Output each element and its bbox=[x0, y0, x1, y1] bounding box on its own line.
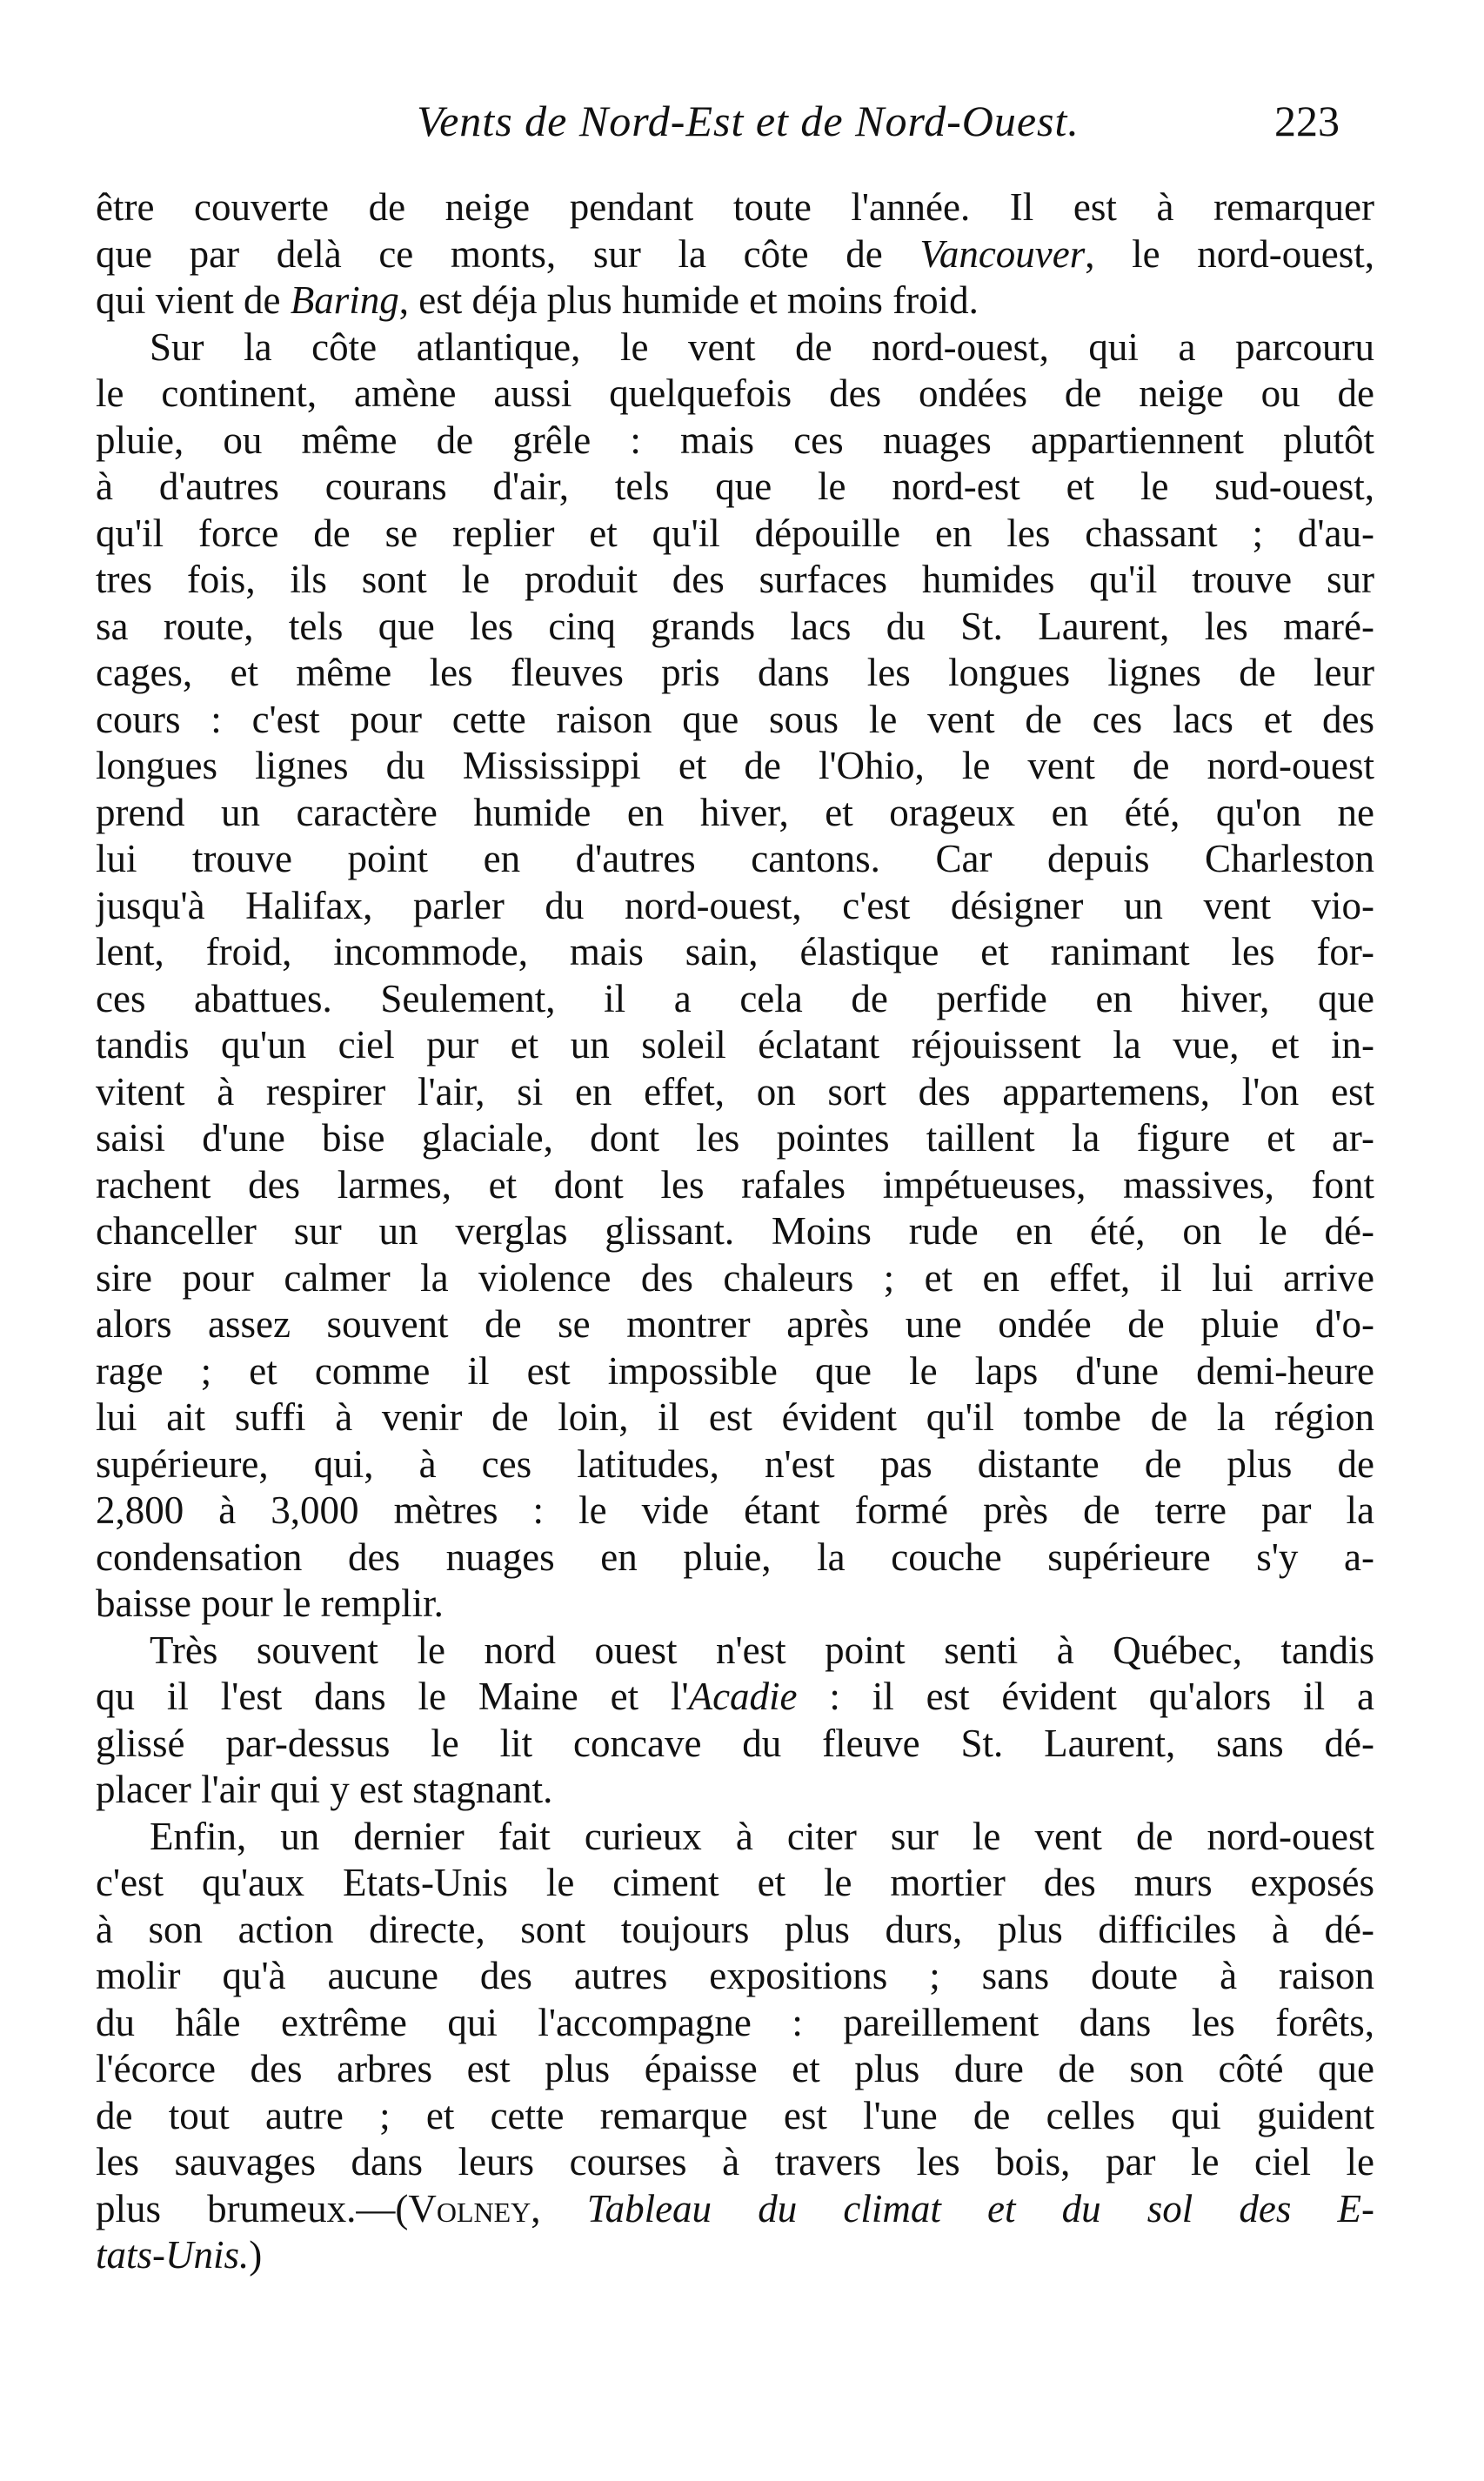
text-segment: alors assez souvent de se montrer après une ondée de pluie d'o- bbox=[96, 1302, 1374, 1346]
text-segment: sire pour calmer la violence des chaleurs ; et en effet, il lui arrive bbox=[96, 1255, 1374, 1300]
text-segment: à son action directe, sont toujours plus durs, plus difficiles à dé- bbox=[96, 1907, 1374, 1951]
text-line bbox=[96, 976, 1374, 1023]
italic-text: Acadie bbox=[688, 1675, 798, 1718]
text-line bbox=[96, 929, 1374, 976]
text-line bbox=[96, 2232, 1374, 2279]
text-line bbox=[96, 1488, 1374, 1535]
text-line bbox=[96, 1255, 1374, 1302]
text-line bbox=[96, 1581, 1374, 1628]
text-segment: tandis qu'un ciel pur et un soleil éclatant réjouissent la vue, et in- bbox=[96, 1023, 1374, 1067]
text-segment: du hâle extrême qui l'accompagne : pareillement dans les forêts, bbox=[96, 2000, 1374, 2044]
text-line bbox=[96, 650, 1374, 697]
text-segment: , est déja plus humide et moins froid. bbox=[398, 278, 979, 322]
text-line bbox=[96, 324, 1374, 371]
text-segment: sa route, tels que les cinq grands lacs du St. Laurent, les maré- bbox=[96, 604, 1374, 648]
text-line bbox=[96, 184, 1374, 231]
text-segment: ) bbox=[249, 2233, 263, 2277]
running-title: Vents de Nord-Est et de Nord-Ouest. bbox=[417, 97, 1080, 145]
text-line bbox=[96, 231, 1374, 278]
text-line bbox=[96, 2139, 1374, 2186]
text-segment: qu'il force de se replier et qu'il dépouille en les chassant ; d'au- bbox=[96, 511, 1374, 555]
text-line bbox=[96, 604, 1374, 651]
text-line bbox=[96, 1907, 1374, 1954]
text-line bbox=[96, 1348, 1374, 1395]
text-line bbox=[96, 278, 1374, 324]
text-line bbox=[96, 883, 1374, 930]
page-header bbox=[96, 96, 1366, 157]
text-segment: , le nord-ouest, bbox=[1085, 231, 1374, 276]
text-segment: que par delà ce monts, sur la côte de bbox=[96, 231, 920, 276]
text-segment: jusqu'à Halifax, parler du nord-ouest, c'est désigner un vent vio- bbox=[96, 883, 1374, 927]
text-segment: longues lignes du Mississippi et de l'Ohio, le vent de nord-ouest bbox=[96, 744, 1374, 787]
text-segment: rage ; et comme il est impossible que le laps d'une demi-heure bbox=[96, 1348, 1374, 1393]
text-line bbox=[96, 1953, 1374, 2000]
text-line bbox=[96, 2186, 1374, 2233]
text-segment: vitent à respirer l'air, si en effet, on sort des appartemens, l'on est bbox=[96, 1069, 1374, 1113]
italic-text: Vancouver bbox=[919, 231, 1086, 276]
text-segment: placer l'air qui y est stagnant. bbox=[96, 1768, 553, 1811]
text-segment: lui trouve point en d'autres cantons. Car depuis Charleston bbox=[96, 837, 1374, 880]
text-segment: rachent des larmes, et dont les rafales impétueuses, massives, font bbox=[96, 1162, 1374, 1207]
text-segment: tres fois, ils sont le produit des surfaces humides qu'il trouve sur bbox=[96, 558, 1374, 601]
italic-text: Tableau du climat et du sol des E- bbox=[586, 2186, 1374, 2230]
text-segment: Enfin, un dernier fait curieux à citer sur le vent de nord-ouest bbox=[150, 1814, 1374, 1858]
text-line bbox=[96, 1301, 1374, 1348]
italic-text: tats-Unis. bbox=[96, 2233, 250, 2277]
text-segment: ces abattues. Seulement, il a cela de perfide en hiver, que bbox=[96, 976, 1374, 1020]
text-segment: , bbox=[531, 2186, 587, 2230]
text-line bbox=[96, 697, 1374, 744]
text-line bbox=[96, 2093, 1374, 2140]
text-segment: glissé par-dessus le lit concave du fleuve St. Laurent, sans dé- bbox=[96, 1721, 1374, 1765]
text-segment: saisi d'une bise glaciale, dont les pointes taillent la figure et ar- bbox=[96, 1116, 1374, 1160]
text-line bbox=[96, 1674, 1374, 1721]
text-segment: à d'autres courans d'air, tels que le nord-est et le sud-ouest, bbox=[96, 465, 1374, 508]
text-segment: l'écorce des arbres est plus épaisse et plus dure de son côté que bbox=[96, 2047, 1374, 2090]
text-segment: de tout autre ; et cette remarque est l'une de celles qui guident bbox=[96, 2093, 1374, 2137]
text-line bbox=[96, 2046, 1374, 2093]
text-segment: : il est évident qu'alors il a bbox=[797, 1675, 1374, 1718]
text-segment: Très souvent le nord ouest n'est point senti à Québec, tandis bbox=[150, 1628, 1374, 1672]
text-line bbox=[96, 1162, 1374, 1209]
text-segment: condensation des nuages en pluie, la couche supérieure s'y a- bbox=[96, 1535, 1374, 1579]
text-line bbox=[96, 1208, 1374, 1255]
text-line bbox=[96, 2000, 1374, 2047]
text-line bbox=[96, 743, 1374, 790]
body-text bbox=[96, 184, 1374, 2279]
page-number: 223 bbox=[1274, 97, 1340, 145]
text-line bbox=[96, 1628, 1374, 1675]
text-segment: le continent, amène aussi quelquefois des ondées de neige ou de bbox=[96, 371, 1374, 415]
text-line bbox=[96, 1814, 1374, 1861]
text-line bbox=[96, 790, 1374, 837]
text-line bbox=[96, 464, 1374, 511]
text-line bbox=[96, 511, 1374, 558]
text-segment: 2,800 à 3,000 mètres : le vide étant formé près de terre par la bbox=[96, 1488, 1374, 1532]
text-line bbox=[96, 1022, 1374, 1069]
text-segment: cages, et même les fleuves pris dans les longues lignes de leur bbox=[96, 651, 1374, 694]
text-line bbox=[96, 1394, 1374, 1441]
text-segment: qu il l'est dans le Maine et l' bbox=[96, 1675, 689, 1718]
text-segment: molir qu'à aucune des autres expositions ; sans doute à raison bbox=[96, 1954, 1374, 1997]
author-name: Volney bbox=[408, 2186, 531, 2230]
text-segment: être couverte de neige pendant toute l'année. Il est à remarquer bbox=[96, 185, 1374, 229]
text-line bbox=[96, 371, 1374, 418]
text-segment: Sur la côte atlantique, le vent de nord-ouest, qui a parcouru bbox=[150, 324, 1374, 369]
text-line bbox=[96, 1860, 1374, 1907]
text-segment: supérieure, qui, à ces latitudes, n'est pas distante de plus de bbox=[96, 1441, 1374, 1486]
text-segment: prend un caractère humide en hiver, et orageux en été, qu'on ne bbox=[96, 790, 1374, 834]
text-line bbox=[96, 836, 1374, 883]
text-segment: lent, froid, incommode, mais sain, élastique et ranimant les for- bbox=[96, 930, 1374, 973]
text-segment: pluie, ou même de grêle : mais ces nuages appartiennent plutôt bbox=[96, 418, 1374, 462]
text-segment: les sauvages dans leurs courses à travers les bois, par le ciel le bbox=[96, 2140, 1374, 2183]
text-segment: plus brumeux.—( bbox=[96, 2186, 409, 2230]
italic-text: Baring bbox=[290, 278, 399, 322]
text-segment: qui vient de bbox=[96, 278, 291, 322]
text-segment: cours : c'est pour cette raison que sous le vent de ces lacs et des bbox=[96, 697, 1374, 741]
text-line bbox=[96, 1535, 1374, 1582]
text-line bbox=[96, 418, 1374, 465]
text-line bbox=[96, 557, 1374, 604]
text-segment: c'est qu'aux Etats-Unis le ciment et le mortier des murs exposés bbox=[96, 1861, 1374, 1904]
text-segment: lui ait suffi à venir de loin, il est évident qu'il tombe de la région bbox=[96, 1395, 1374, 1439]
text-line bbox=[96, 1069, 1374, 1116]
text-line bbox=[96, 1115, 1374, 1162]
text-line bbox=[96, 1721, 1374, 1768]
text-segment: baisse pour le remplir. bbox=[96, 1582, 444, 1625]
text-line bbox=[96, 1441, 1374, 1488]
text-line bbox=[96, 1767, 1374, 1814]
text-segment: chanceller sur un verglas glissant. Moins rude en été, on le dé- bbox=[96, 1209, 1374, 1253]
